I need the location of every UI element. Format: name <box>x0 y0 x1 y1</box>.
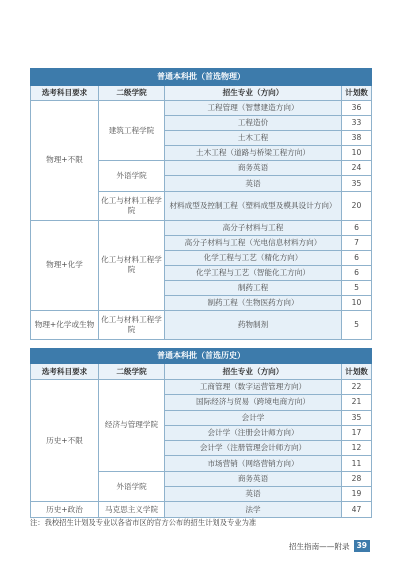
count-cell: 10 <box>342 296 372 311</box>
header-requirement: 选考科目要求 <box>31 364 99 380</box>
footnote: 注：我校招生计划及专业以各省市区的官方公布的招生计划及专业为准 <box>30 518 257 527</box>
count-cell: 11 <box>342 456 372 471</box>
count-cell: 24 <box>342 161 372 176</box>
count-cell: 28 <box>342 471 372 486</box>
count-cell: 22 <box>342 380 372 395</box>
count-cell: 10 <box>342 146 372 161</box>
footer-text: 招生指南——附录 <box>288 541 350 551</box>
major-cell: 工商管理（数字运营管理方向） <box>165 380 342 395</box>
major-cell: 会计学（注册会计师方向） <box>165 425 342 440</box>
table-title: 普通本科批（首选物理） <box>31 69 372 86</box>
major-cell: 工程造价 <box>165 116 342 131</box>
count-cell: 38 <box>342 131 372 146</box>
count-cell: 35 <box>342 410 372 425</box>
major-cell: 英语 <box>165 487 342 502</box>
major-cell: 会计学 <box>165 410 342 425</box>
header-college: 二级学院 <box>99 86 165 101</box>
history-plan-table <box>30 348 372 518</box>
header-college: 二级学院 <box>99 364 165 380</box>
major-cell: 制药工程 <box>165 280 342 295</box>
major-cell: 英语 <box>165 176 342 191</box>
major-cell: 法学 <box>165 502 342 517</box>
college-cell: 外语学院 <box>99 161 165 191</box>
major-cell: 商务英语 <box>165 471 342 486</box>
major-cell: 材料成型及控制工程（塑料成型及模具设计方向） <box>165 191 342 220</box>
major-cell: 土木工程（道路与桥梁工程方向） <box>165 146 342 161</box>
requirement-cell: 历史+不限 <box>31 380 99 502</box>
major-cell: 高分子材料与工程（光电信息材料方向） <box>165 235 342 250</box>
college-cell: 建筑工程学院 <box>99 101 165 161</box>
college-cell: 马克思主义学院 <box>99 502 165 517</box>
requirement-cell: 物理+化学或生物 <box>31 311 99 340</box>
count-cell: 6 <box>342 250 372 265</box>
college-cell: 外语学院 <box>99 471 165 502</box>
requirement-cell: 历史+政治 <box>31 502 99 517</box>
college-cell: 化工与材料工程学院 <box>99 220 165 311</box>
requirement-cell: 物理+不限 <box>31 101 99 221</box>
count-cell: 20 <box>342 191 372 220</box>
count-cell: 5 <box>342 311 372 340</box>
count-cell: 7 <box>342 235 372 250</box>
count-cell: 47 <box>342 502 372 517</box>
college-cell: 化工与材料工程学院 <box>99 191 165 220</box>
major-cell: 化学工程与工艺（精化方向） <box>165 250 342 265</box>
major-cell: 药物制剂 <box>165 311 342 340</box>
major-cell: 国际经济与贸易（跨境电商方向） <box>165 395 342 410</box>
physics-plan-table <box>30 68 372 340</box>
header-count: 计划数 <box>342 364 372 380</box>
count-cell: 33 <box>342 116 372 131</box>
college-cell: 化工与材料工程学院 <box>99 311 165 340</box>
major-cell: 工程管理（智慧建造方向） <box>165 101 342 116</box>
page-number: 39 <box>354 540 370 552</box>
college-cell: 经济与管理学院 <box>99 380 165 472</box>
page-footer <box>289 540 370 552</box>
header-major: 招生专业（方向） <box>165 364 342 380</box>
major-cell: 高分子材料与工程 <box>165 220 342 235</box>
major-cell: 会计学（注册管理会计师方向） <box>165 441 342 456</box>
count-cell: 6 <box>342 220 372 235</box>
major-cell: 土木工程 <box>165 131 342 146</box>
header-requirement: 选考科目要求 <box>31 86 99 101</box>
header-major: 招生专业（方向） <box>165 86 342 101</box>
count-cell: 6 <box>342 265 372 280</box>
major-cell: 制药工程（生物医药方向） <box>165 296 342 311</box>
requirement-cell: 物理+化学 <box>31 220 99 311</box>
count-cell: 36 <box>342 101 372 116</box>
count-cell: 21 <box>342 395 372 410</box>
count-cell: 5 <box>342 280 372 295</box>
count-cell: 17 <box>342 425 372 440</box>
table-title: 普通本科批（首选历史） <box>31 349 372 364</box>
header-count: 计划数 <box>342 86 372 101</box>
major-cell: 化学工程与工艺（智能化工方向） <box>165 265 342 280</box>
count-cell: 35 <box>342 176 372 191</box>
major-cell: 市场营销（网络营销方向） <box>165 456 342 471</box>
count-cell: 12 <box>342 441 372 456</box>
major-cell: 商务英语 <box>165 161 342 176</box>
count-cell: 19 <box>342 487 372 502</box>
